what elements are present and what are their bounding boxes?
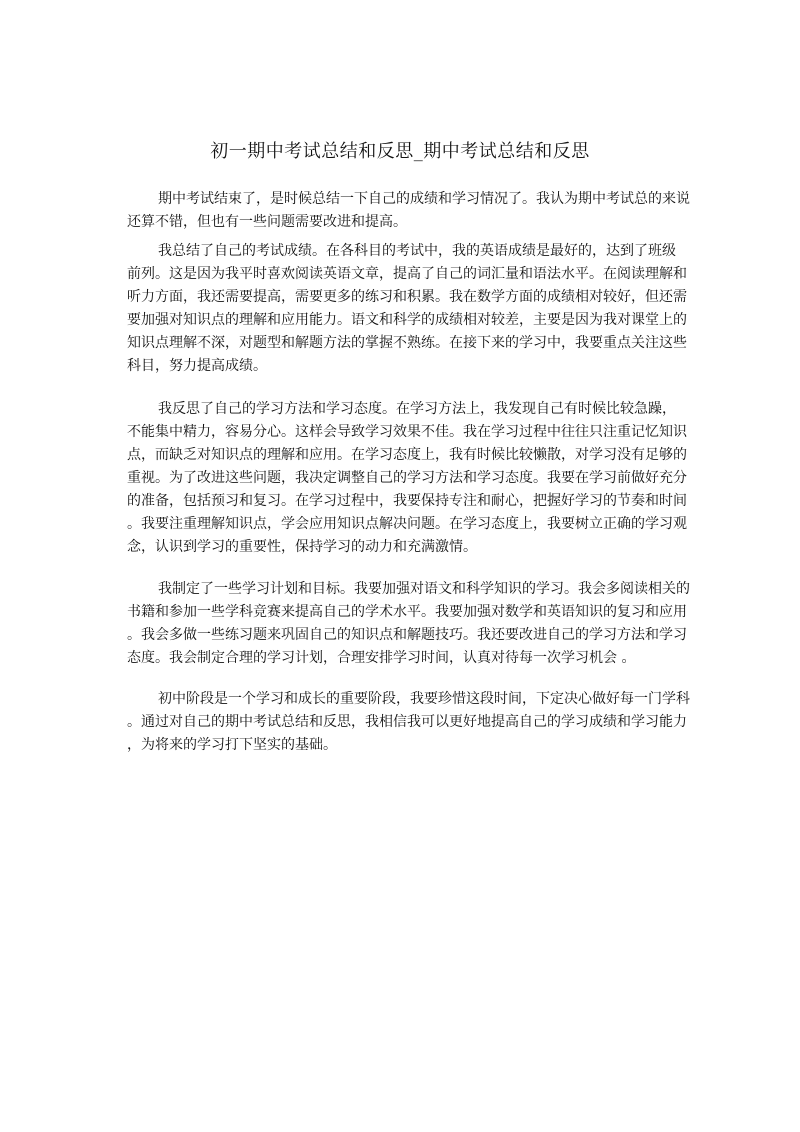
paragraph-5	[127, 688, 757, 757]
paragraph-line: 。我要注重理解知识点，学会应用知识点解决问题。在学习态度上，我要树立正确的学习观	[127, 516, 687, 532]
paragraph-3	[127, 398, 757, 559]
paragraph-line: 点，而缺乏对知识点的理解和应用。在学习态度上，我有时候比较懒散，对学习没有足够的	[127, 447, 687, 463]
paragraph-1	[127, 188, 757, 234]
paragraph-line: ，为将来的学习打下坚实的基础。	[127, 737, 337, 753]
paragraph-line: 科目，努力提高成绩。	[127, 358, 267, 374]
paragraph-line: 初中阶段是一个学习和成长的重要阶段，我要珍惜这段时间，下定决心做好每一门学科	[158, 691, 690, 707]
paragraph-line: 我反思了自己的学习方法和学习态度。在学习方法上，我发现自己有时候比较急躁，	[158, 401, 676, 417]
paragraph-line: 知识点理解不深，对题型和解题方法的掌握不熟练。在接下来的学习中，我要重点关注这些	[127, 335, 687, 351]
paragraph-line: 书籍和参加一些学科竞赛来提高自己的学术水平。我要加强对数学和英语知识的复习和应用	[127, 604, 687, 620]
paragraph-2	[127, 240, 757, 378]
paragraph-4	[127, 578, 757, 670]
paragraph-line: 还算不错，但也有一些问题需要改进和提高。	[127, 214, 407, 230]
paragraph-line: 前列。这是因为我平时喜欢阅读英语文章，提高了自己的词汇量和语法水平。在阅读理解和	[127, 266, 687, 282]
paragraph-line: 的准备，包括预习和复习。在学习过程中，我要保持专注和耐心，把握好学习的节奏和时间	[127, 493, 687, 509]
paragraph-line: 我制定了一些学习计划和目标。我要加强对语文和科学知识的学习。我会多阅读相关的	[158, 581, 690, 597]
paragraph-line: 。我会多做一些练习题来巩固自己的知识点和解题技巧。我还要改进自己的学习方法和学习	[127, 627, 687, 643]
paragraph-line: 。通过对自己的期中考试总结和反思，我相信我可以更好地提高自己的学习成绩和学习能力	[127, 714, 687, 730]
paragraph-line: 态度。我会制定合理的学习计划，合理安排学习时间，认真对待每一次学习机会 。	[127, 650, 636, 666]
paragraph-line: 要加强对知识点的理解和应用能力。语文和科学的成绩相对较差，主要是因为我对课堂上的	[127, 312, 687, 328]
paragraph-line: 重视。为了改进这些问题，我决定调整自己的学习方法和学习态度。我要在学习前做好充分	[127, 470, 687, 486]
paragraph-line: 念，认识到学习的重要性，保持学习的动力和充满激情。	[127, 539, 477, 555]
paragraph-line: 听力方面，我还需要提高，需要更多的练习和积累。我在数学方面的成绩相对较好，但还需	[127, 289, 687, 305]
document-title: 初一期中考试总结和反思_期中考试总结和反思	[210, 141, 590, 162]
paragraph-line: 不能集中精力，容易分心。这样会导致学习效果不佳。我在学习过程中往往只注重记忆知识	[127, 424, 687, 440]
paragraph-line: 期中考试结束了，是时候总结一下自己的成绩和学习情况了。我认为期中考试总的来说	[158, 191, 690, 207]
paragraph-line: 我总结了自己的考试成绩。在各科目的考试中，我的英语成绩是最好的，达到了班级	[158, 243, 676, 259]
